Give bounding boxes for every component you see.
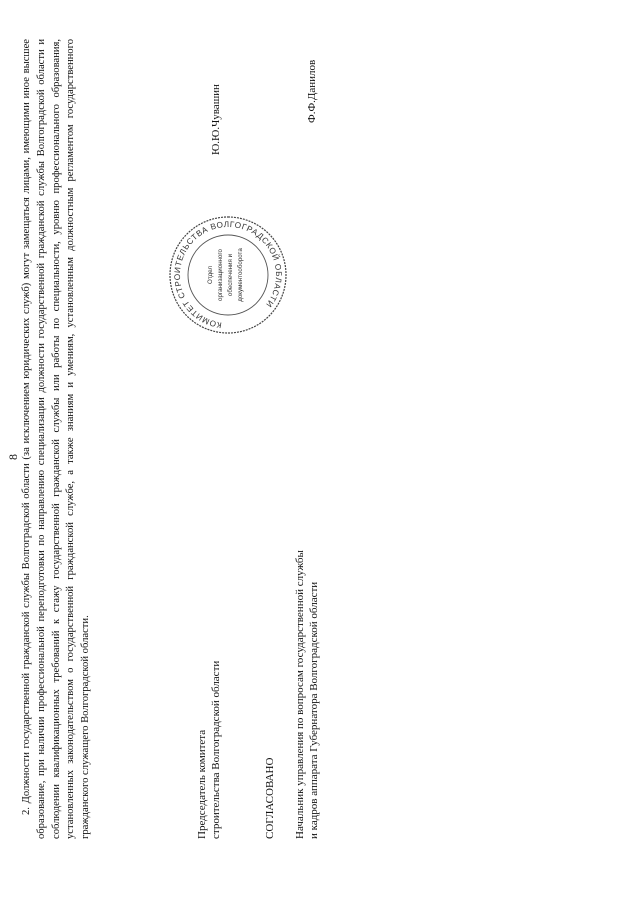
agreed-title	[293, 550, 321, 839]
agreed-name: Ф.Ф.Данилов	[306, 59, 318, 123]
agreed-title-line2: и кадров аппарата Губернатора Волгоградской области	[308, 581, 320, 839]
chairman-title-line1: Председатель комитета	[196, 729, 208, 839]
stamp-line1: Отдел	[207, 266, 214, 284]
stamp-line2: организационного	[217, 249, 224, 301]
stamp-line3: обеспечения и	[227, 253, 234, 297]
paragraph-text: 2. Должности государственной гражданской службы Волгоградской области (за исключением юридических служб) могут замещаться лицами, имеющими иное высшее образование, при наличии профессиональной переподготовки по направлению специализации должности государственной гражданской службы Волгоградской области и соблюдении квалификационных требований к стажу государственной гражданской службы или работы по специальности, уровню профессионального образования, установленных законодательством о государственной гражданской службе, а также знаниям и умениям, установленным должностным регламентом государственного гражданского служащего Волгоградской области.	[21, 39, 92, 839]
stamp-line4: документооборота	[237, 248, 244, 302]
organization-stamp	[166, 213, 290, 337]
paragraph-2	[20, 39, 94, 839]
agreed-heading: СОГЛАСОВАНО	[264, 757, 276, 839]
agreed-title-line1: Начальник управления по вопросам государственной службы	[294, 550, 306, 839]
chairman-title-line2: строительства Волгоградской области	[210, 660, 222, 839]
chairman-name: Ю.Ю.Чувашин	[210, 84, 222, 155]
chairman-title	[195, 661, 223, 839]
page-number: 8	[6, 454, 20, 460]
stamp-ring-text: КОМИТЕТ СТРОИТЕЛЬСТВА ВОЛГОГРАДСКОЙ ОБЛАСТИ	[172, 219, 284, 330]
